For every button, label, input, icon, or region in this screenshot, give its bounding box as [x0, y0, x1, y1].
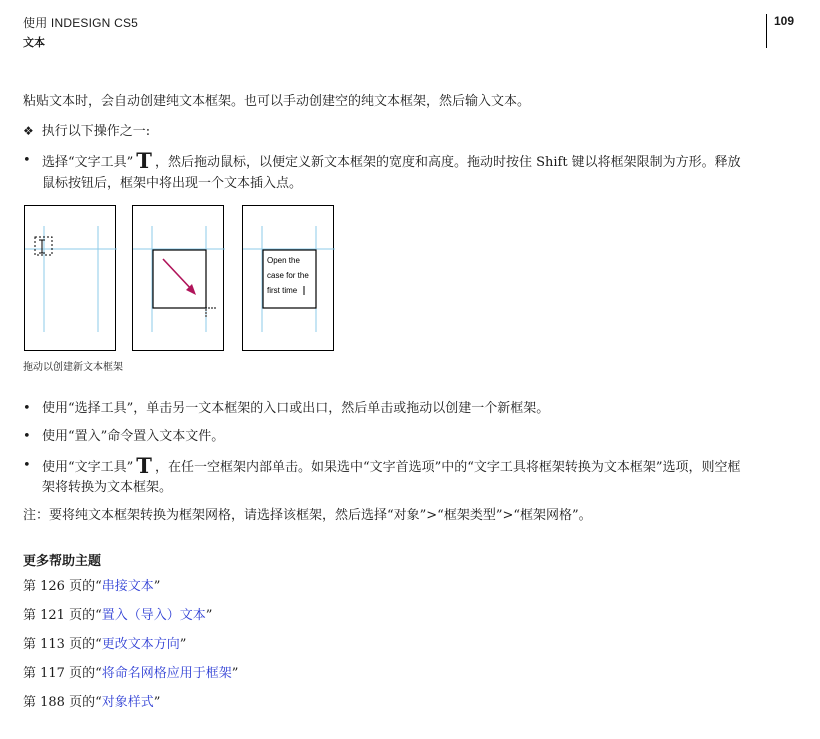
type-tool-icon: T	[136, 453, 152, 478]
figure-caption: 拖动以创建新文本框架	[23, 362, 123, 373]
type-tool-icon: T	[136, 148, 152, 173]
note-paragraph: 注：要将纯文本框架转换为框架网格，请选择该框架，然后选择“对象”>“框架类型”>“框架网格”。	[23, 508, 592, 523]
link-suffix: ”	[205, 608, 213, 623]
diamond-bullet-icon: ❖	[23, 124, 34, 138]
figure-panel-2	[132, 205, 224, 351]
sample-text-line: first time	[267, 286, 298, 295]
figure-1-drawing	[25, 206, 117, 352]
header-title: 使用 INDESIGN CS5	[23, 16, 139, 30]
link-suffix: ”	[231, 666, 239, 681]
figure-panel-3	[242, 205, 334, 351]
header-subtitle: 文本	[23, 37, 45, 49]
related-link-item	[23, 691, 160, 710]
bullet-text-line-2: 鼠标按钮后，框架中将出现一个文本插入点。	[42, 176, 303, 191]
link-prefix: 第 117 页的“	[23, 666, 102, 681]
link-prefix: 第 126 页的“	[23, 579, 102, 594]
related-link[interactable]: 对象样式	[101, 695, 154, 710]
related-topics-heading: 更多帮助主题	[23, 553, 102, 568]
bullet-text: 使用“选择工具”，单击另一文本框架的入口或出口，然后单击或拖动以创建一个新框架。	[42, 401, 550, 416]
related-link[interactable]: 置入（导入）文本	[101, 608, 206, 623]
drag-arrow-icon	[163, 259, 196, 295]
bullet-text-a: 使用“文字工具”	[42, 460, 134, 475]
action-line	[23, 121, 150, 142]
bullet-text-line	[42, 455, 741, 478]
bullet-icon: •	[23, 458, 31, 473]
figure-3-drawing	[243, 206, 335, 352]
page-number: 109	[774, 14, 795, 28]
header-divider	[766, 14, 767, 48]
bullet-text-b: ，在任一空框架内部单击。如果选中“文字首选项”中的“文字工具将框架转换为文本框架”选项，则空框	[154, 460, 741, 475]
bullet-icon: •	[23, 153, 31, 168]
bullet-text: 使用“置入”命令置入文本文件。	[42, 429, 225, 444]
drawn-frame	[153, 250, 206, 308]
link-suffix: ”	[153, 579, 161, 594]
bullet-text-a: 选择“文字工具”	[42, 155, 134, 170]
bullet-text-line	[42, 150, 741, 173]
link-suffix: ”	[179, 637, 187, 652]
figure-2-drawing	[133, 206, 225, 352]
link-prefix: 第 188 页的“	[23, 695, 102, 710]
related-link[interactable]: 将命名网格应用于框架	[101, 666, 232, 681]
bullet-icon: •	[23, 429, 31, 444]
sample-text-line: Open the	[267, 256, 300, 265]
related-link[interactable]: 串接文本	[101, 579, 154, 594]
intro-paragraph: 粘贴文本时，会自动创建纯文本框架。也可以手动创建空的纯文本框架，然后输入文本。	[23, 94, 531, 109]
related-link-item	[23, 633, 186, 652]
related-link[interactable]: 更改文本方向	[101, 637, 180, 652]
bullet-text-b: ，然后拖动鼠标，以便定义新文本框架的宽度和高度。拖动时按住 Shift 键以将框架限制为方形。释放	[154, 155, 741, 170]
sample-text-line: case for the	[267, 271, 309, 280]
crosshair-icon	[196, 297, 216, 317]
related-link-item	[23, 662, 238, 681]
related-link-item	[23, 604, 212, 623]
link-suffix: ”	[153, 695, 161, 710]
bullet-text-line-2: 架将转换为文本框架。	[42, 480, 173, 495]
action-text: 执行以下操作之一:	[41, 124, 151, 139]
figure-panel-1	[24, 205, 116, 351]
bullet-icon: •	[23, 401, 31, 416]
related-link-item	[23, 575, 160, 594]
link-prefix: 第 121 页的“	[23, 608, 102, 623]
link-prefix: 第 113 页的“	[23, 637, 102, 652]
